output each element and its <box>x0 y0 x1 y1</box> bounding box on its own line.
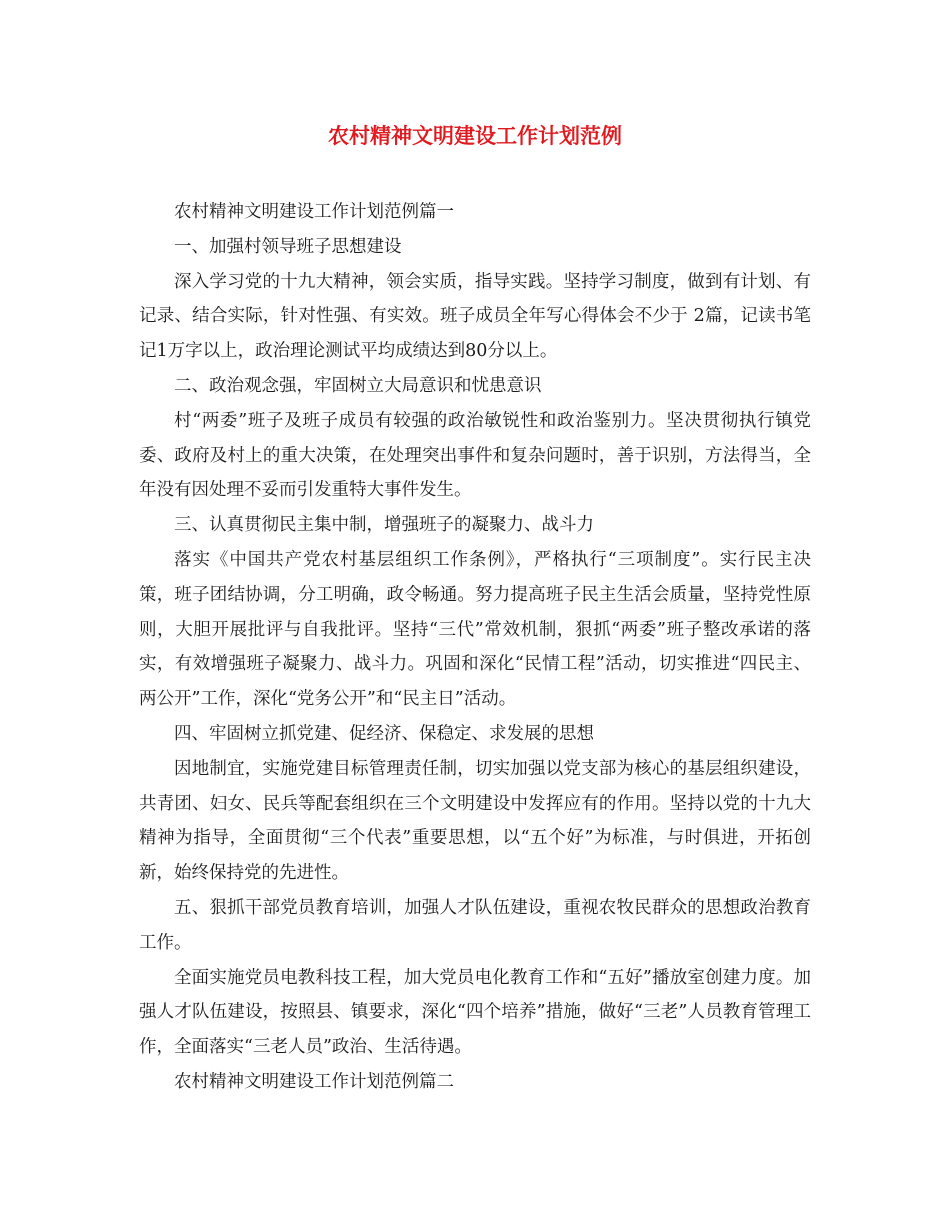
paragraph-3: 落实《中国共产党农村基层组织工作条例》，严格执行“三项制度”。实行民主决策，班子团结协调，分工明确，政令畅通。努力提高班子民主生活会质量，坚持党性原则，大胆开展批评与自我批评。坚持“三代”常效机制，狠抓“两委”班子整改承诺的落实，有效增强班子凝聚力、战斗力。巩固和深化“民情工程”活动，切实推进“四民主、两公开”工作，深化“党务公开”和“民主日”活动。 <box>139 549 811 710</box>
paragraph-4: 因地制宜，实施党建目标管理责任制，切实加强以党支部为核心的基层组织建设，共青团、妇女、民兵等配套组织在三个文明建设中发挥应有的作用。坚持以党的十九大精神为指导，全面贯彻“三个代表”重要思想，以“五个好”为标准，与时俱进，开拓创新，始终保持党的先进性。 <box>139 758 811 884</box>
section-heading-part-two: 农村精神文明建设工作计划范例篇二 <box>174 1071 454 1092</box>
section-heading-part-one: 农村精神文明建设工作计划范例篇一 <box>174 202 454 222</box>
subheading-1: 一、加强村领导班子思想建设 <box>174 236 402 257</box>
subheading-4: 四、牢固树立抓党建、促经济、保稳定、求发展的思想 <box>174 723 594 744</box>
paragraph-5: 全面实施党员电教科技工程，加大党员电化教育工作和“五好”播放室创建力度。加强人才队伍建设，按照县、镇要求，深化“四个培养”措施，做好“三老”人员教育管理工作，全面落实“三老人员”政治、生活待遇。 <box>139 967 811 1058</box>
document-title: 农村精神文明建设工作计划范例 <box>328 123 622 148</box>
subheading-3: 三、认真贯彻民主集中制，增强班子的凝聚力、战斗力 <box>174 515 594 536</box>
subheading-2: 二、政治观念强，牢固树立大局意识和忧患意识 <box>174 375 542 396</box>
subheading-5: 五、狠抓干部党员教育培训，加强人才队伍建设，重视农牧民群众的思想政治教育工作。 <box>139 897 811 953</box>
document-body <box>139 195 811 1100</box>
paragraph-2: 村“两委”班子及班子成员有较强的政治敏锐性和政治鉴别力。坚决贯彻执行镇党委、政府及村上的重大决策，在处理突出事件和复杂问题时，善于识别，方法得当，全年没有因处理不妥而引发重特大事件发生。 <box>139 410 811 501</box>
paragraph-1: 深入学习党的十九大精神，领会实质，指导实践。坚持学习制度，做到有计划、有记录、结合实际，针对性强、有实效。班子成员全年写心得体会不少于 2篇，记读书笔记1万字以上，政治理论测试平均成绩达到80分以上。 <box>139 271 811 362</box>
